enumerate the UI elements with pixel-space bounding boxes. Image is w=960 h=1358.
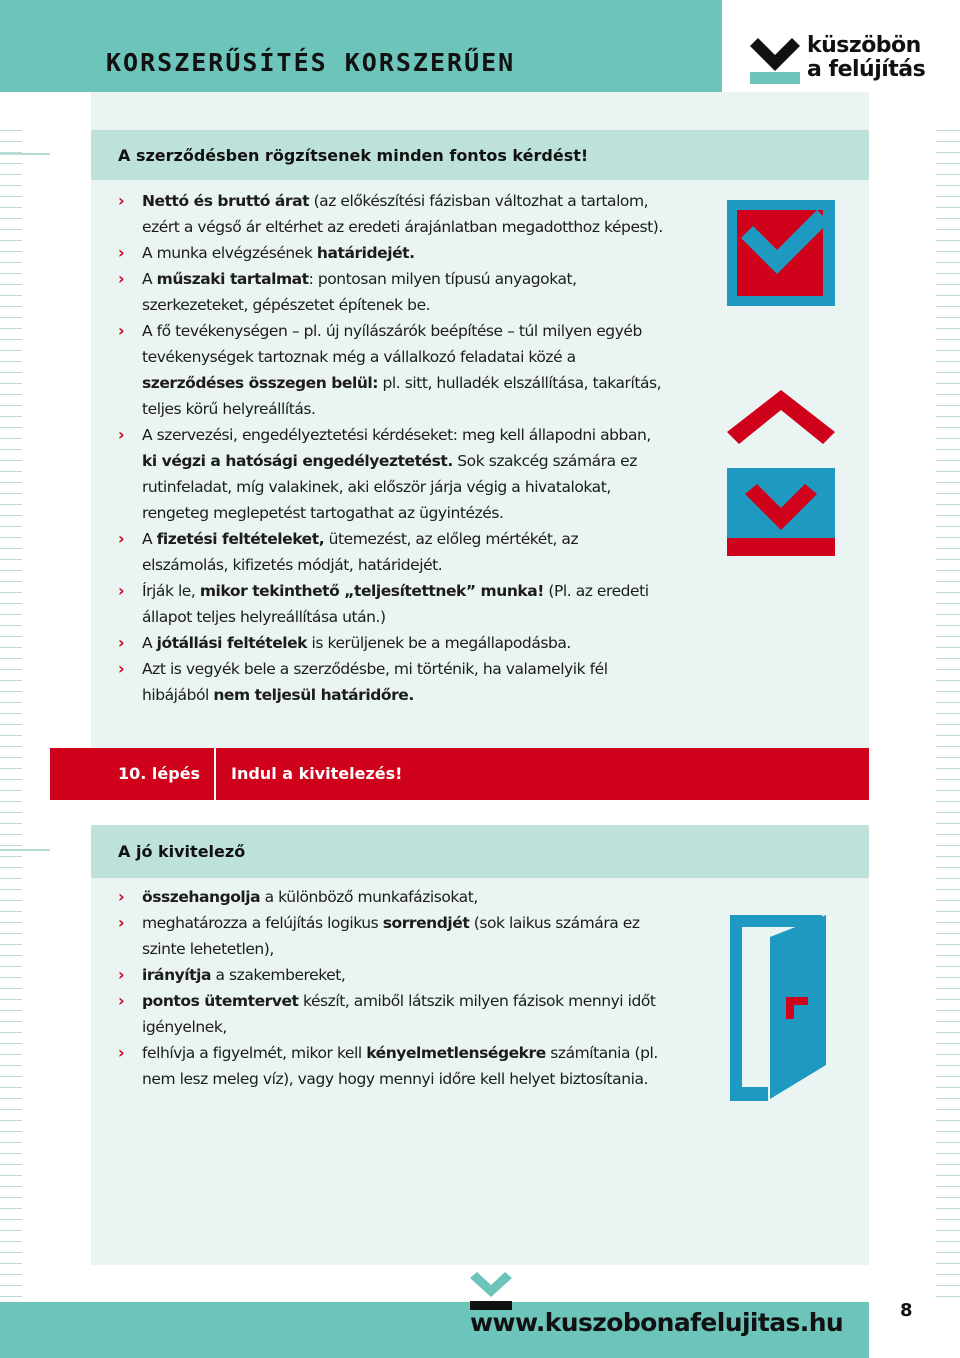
emphasis-text: Nettó és bruttó árat	[142, 192, 310, 210]
left-side-lines	[0, 130, 22, 1300]
list-item	[118, 240, 663, 266]
chevron-right-icon: ›	[118, 965, 125, 984]
header-band	[0, 0, 722, 92]
item-text: készít, amiből látszik milyen fázisok mennyi időt igényelnek,	[142, 992, 656, 1036]
emphasis-text: sorrendjét	[382, 914, 470, 932]
emphasis-text: nem teljesül határidőre.	[213, 686, 414, 704]
item-text: A	[142, 270, 157, 288]
left-rule	[0, 849, 50, 851]
chevron-right-icon: ›	[118, 1043, 125, 1062]
item-text: A szervezési, engedélyeztetési kérdéseket: meg kell állapodni abban,	[142, 426, 651, 444]
item-text: is kerüljenek be a megállapodásba.	[307, 634, 571, 652]
emphasis-text: összehangolja	[142, 888, 261, 906]
list-item	[118, 266, 663, 318]
emphasis-text: jótállási feltételek	[156, 634, 308, 652]
section2-heading: A jó kivitelező	[118, 842, 246, 861]
right-side-lines	[936, 130, 960, 1300]
emphasis-text: szerződéses összegen belül:	[142, 374, 379, 392]
item-text: ütemezést, az előleg mértékét, az elszámolás, kifizetés módját, határidejét.	[142, 530, 579, 574]
list-item	[118, 526, 663, 578]
left-rule	[0, 153, 50, 155]
item-text: Írják le,	[142, 582, 200, 600]
page-number: 8	[900, 1300, 913, 1321]
item-text: a különböző munkafázisokat,	[260, 888, 478, 906]
contract-checklist	[118, 188, 663, 708]
item-text: számítania (pl. nem lesz meleg víz), vagy hogy mennyi időre kell helyet biztosítania.	[142, 1044, 658, 1088]
chevron-right-icon: ›	[118, 913, 125, 932]
chevron-right-icon: ›	[118, 425, 125, 444]
emphasis-text: határidejét.	[316, 244, 415, 262]
list-item	[118, 1040, 663, 1092]
chevron-right-icon: ›	[118, 243, 125, 262]
footer-chevron-icon	[470, 1270, 512, 1312]
item-text: Sok szakcég számára ez rutinfeladat, míg valakinek, aki először járja végig a hivatalokat, rengeteg meglepetést tartogathat az ügyintézés.	[142, 452, 637, 522]
item-text: Azt is vegyék bele a szerződésbe, mi történik, ha valamelyik fél hibájából	[142, 660, 608, 704]
list-item	[118, 988, 663, 1040]
chevron-right-icon: ›	[118, 191, 125, 210]
logo	[750, 34, 940, 90]
emphasis-text: műszaki tartalmat	[156, 270, 309, 288]
chevron-right-icon: ›	[118, 633, 125, 652]
list-item	[118, 884, 663, 910]
chevron-right-icon: ›	[118, 991, 125, 1010]
logo-chevron-icon	[750, 38, 800, 84]
item-text: (az előkészítési fázisban változhat a tartalom, ezért a végső ár eltérhet az eredeti árajánlatban megadotthoz képest).	[142, 192, 663, 236]
logo-line-1: küszöbön	[807, 33, 921, 58]
item-text: pl. sitt, hulladék elszállítása, takarítás, teljes körű helyreállítás.	[142, 374, 662, 418]
item-text: A munka elvégzésének	[142, 244, 317, 262]
page-title: KORSZERŰSÍTÉS KORSZERŰEN	[106, 48, 516, 77]
threshold-chevrons-icon	[727, 390, 835, 556]
contractor-list	[118, 884, 663, 1092]
list-item	[118, 630, 663, 656]
list-item	[118, 962, 663, 988]
item-text: : pontosan milyen típusú anyagokat, szerkezeteket, gépészetet építenek be.	[142, 270, 577, 314]
section-heading: A szerződésben rögzítsenek minden fontos kérdést!	[118, 146, 589, 165]
website-link[interactable]: www.kuszobonafelujitas.hu	[470, 1308, 844, 1337]
item-text: A	[142, 530, 157, 548]
emphasis-text: irányítja	[142, 966, 211, 984]
list-item	[118, 188, 663, 240]
emphasis-text: pontos ütemtervet	[142, 992, 299, 1010]
chevron-right-icon: ›	[118, 581, 125, 600]
item-text: a szakembereket,	[211, 966, 346, 984]
list-item	[118, 422, 663, 526]
checkbox-check-icon	[727, 200, 835, 306]
step-divider	[214, 748, 216, 800]
item-text: meghatározza a felújítás logikus	[142, 914, 383, 932]
list-item	[118, 656, 663, 708]
chevron-right-icon: ›	[118, 321, 125, 340]
list-item	[118, 318, 663, 422]
step-number: 10. lépés	[118, 764, 201, 783]
logo-line-2: a felújítás	[807, 57, 926, 82]
item-text: (Pl. az eredeti állapot teljes helyreállítása után.)	[142, 582, 649, 626]
list-item	[118, 578, 663, 630]
open-door-icon	[730, 915, 830, 1101]
emphasis-text: mikor tekinthető „teljesítettnek” munka!	[199, 582, 544, 600]
item-text: felhívja a figyelmét, mikor kell	[142, 1044, 367, 1062]
item-text: A	[142, 634, 157, 652]
chevron-right-icon: ›	[118, 659, 125, 678]
chevron-right-icon: ›	[118, 529, 125, 548]
emphasis-text: fizetési feltételeket,	[156, 530, 325, 548]
chevron-right-icon: ›	[118, 269, 125, 288]
chevron-right-icon: ›	[118, 887, 125, 906]
step-title: Indul a kivitelezés!	[231, 764, 403, 783]
item-text: (sok laikus számára ez szinte lehetetlen),	[142, 914, 640, 958]
item-text: A fő tevékenységen – pl. új nyílászárók beépítése – túl milyen egyéb tevékenységek tartoznak még a vállalkozó feladatai közé a	[142, 322, 642, 366]
list-item	[118, 910, 663, 962]
emphasis-text: ki végzi a hatósági engedélyeztetést.	[142, 452, 453, 470]
emphasis-text: kényelmetlenségekre	[366, 1044, 546, 1062]
